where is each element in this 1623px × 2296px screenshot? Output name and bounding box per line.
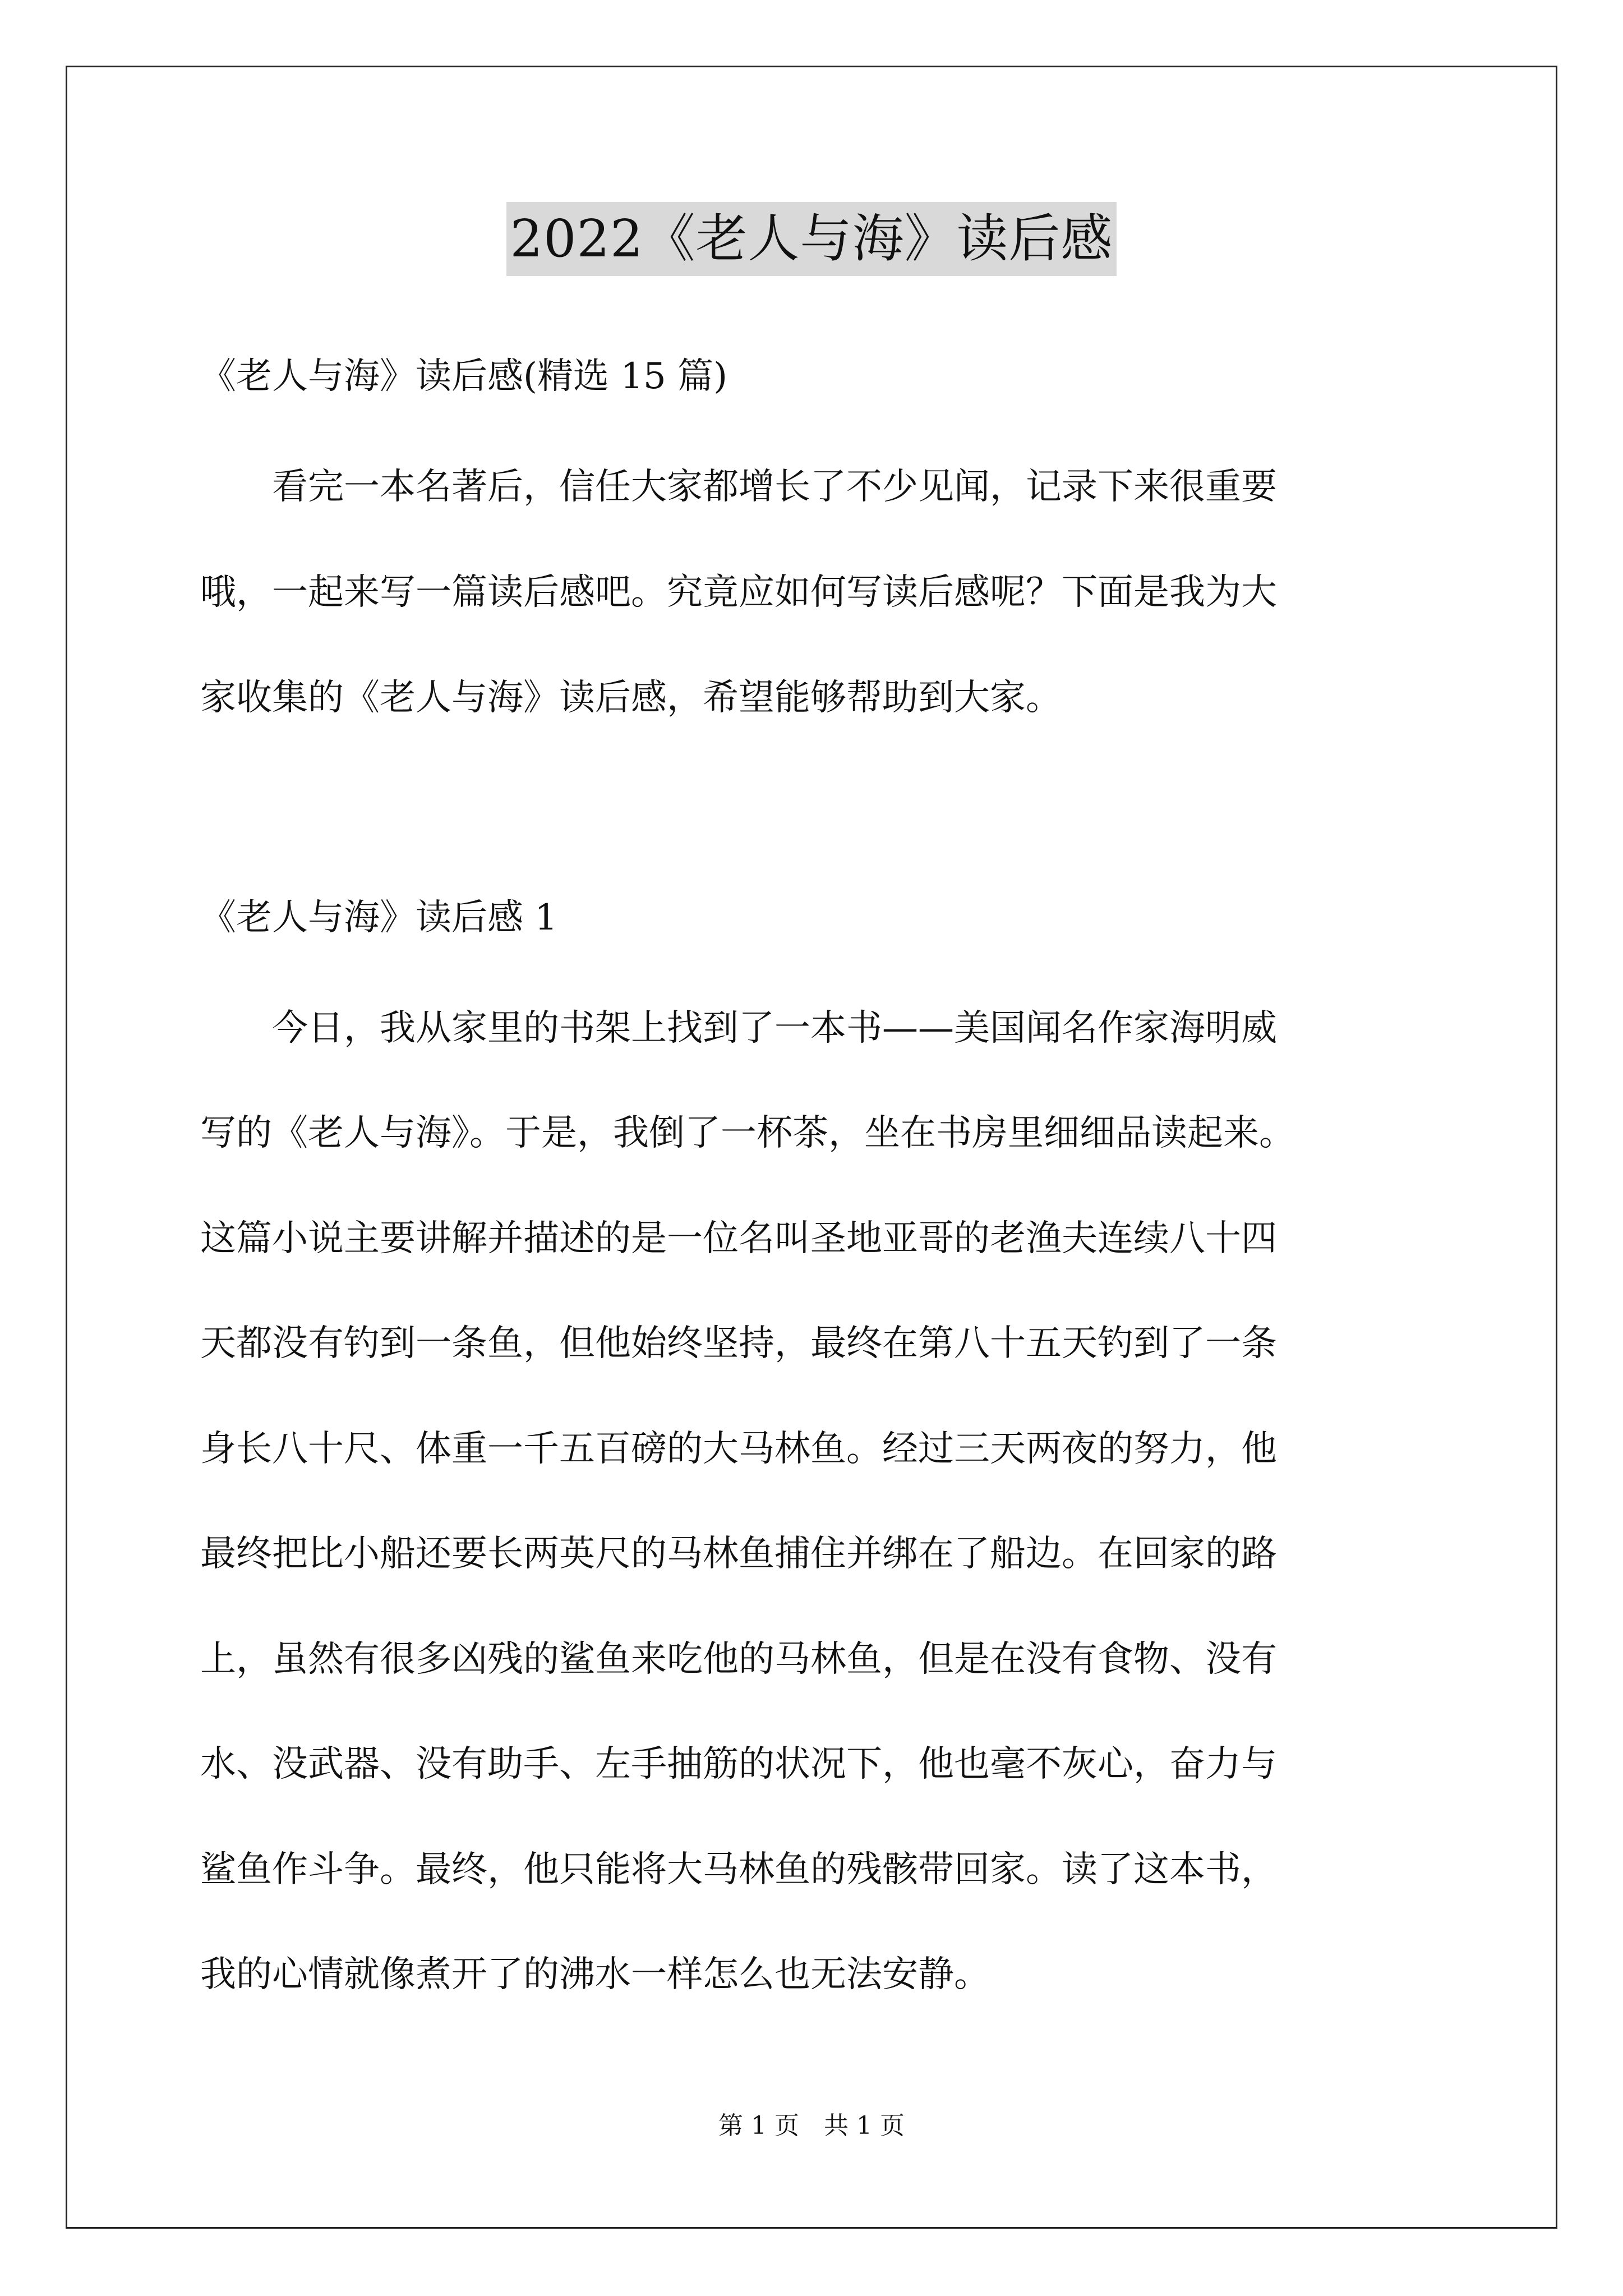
body-line-3: 这篇小说主要讲解并描述的是一位名叫圣地亚哥的老渔夫连续八十四 [200,1218,1277,1259]
body-line-5: 身长八十尺、体重一千五百磅的大马林鱼。经过三天两夜的努力，他 [200,1428,1277,1470]
intro-line-1: 看完一本名著后，信任大家都增长了不少见闻，记录下来很重要 [200,466,1277,508]
body-line-1: 今日，我从家里的书架上找到了一本书——美国闻名作家海明威 [200,1007,1277,1049]
body-line-7: 上，虽然有很多凶残的鲨鱼来吃他的马林鱼，但是在没有食物、没有 [200,1639,1277,1680]
body-line-4: 天都没有钓到一条鱼，但他始终坚持，最终在第八十五天钓到了一条 [200,1323,1277,1364]
document-subtitle: 《老人与海》读后感(精选 15 篇) [200,356,728,397]
title-container [0,202,1623,276]
section-heading: 《老人与海》读后感 1 [200,897,558,938]
document-title: 2022《老人与海》读后感 [506,202,1116,276]
body-line-6: 最终把比小船还要长两英尺的马林鱼捕住并绑在了船边。在回家的路 [200,1533,1277,1575]
body-line-2: 写的《老人与海》。于是，我倒了一杯茶，坐在书房里细细品读起来。 [200,1112,1295,1154]
body-line-10: 我的心情就像煮开了的沸水一样怎么也无法安静。 [200,1954,990,1995]
intro-line-3: 家收集的《老人与海》读后感，希望能够帮助到大家。 [200,677,1062,719]
page-number-footer: 第 1 页 共 1 页 [718,2111,905,2140]
body-line-9: 鲨鱼作斗争。最终，他只能将大马林鱼的残骸带回家。读了这本书， [200,1849,1277,1890]
intro-line-2: 哦，一起来写一篇读后感吧。究竟应如何写读后感呢？下面是我为大 [200,572,1277,613]
body-line-8: 水、没武器、没有助手、左手抽筋的状况下，他也毫不灰心，奋力与 [200,1743,1277,1785]
